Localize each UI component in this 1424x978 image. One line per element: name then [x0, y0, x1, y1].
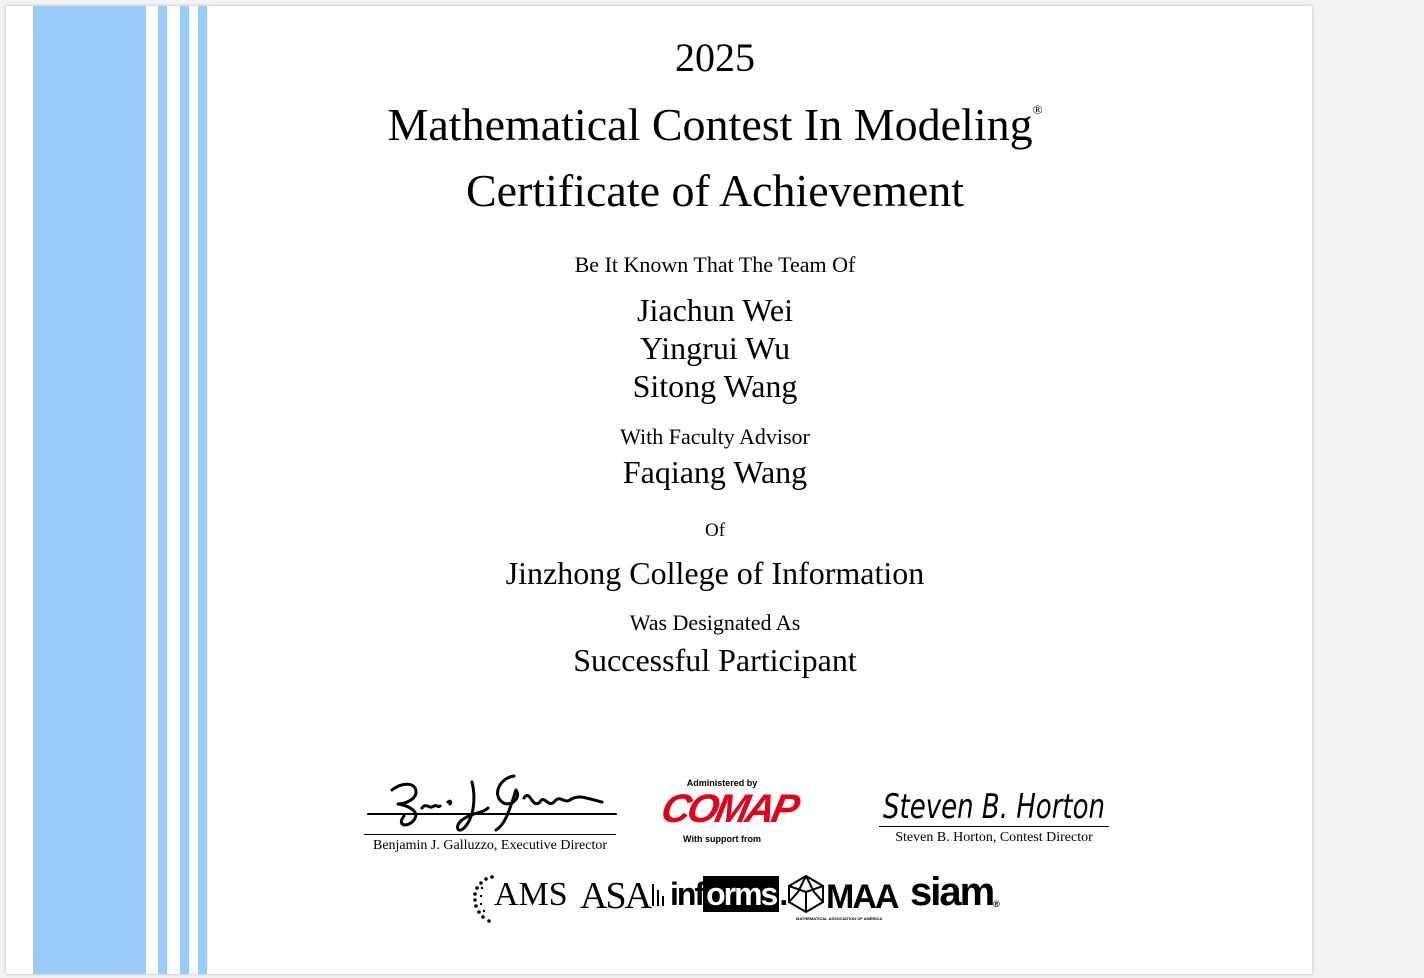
- maa-text: MAA: [826, 878, 898, 916]
- sponsor-logos: [472, 870, 1012, 922]
- asa-bars-icon: [650, 878, 664, 908]
- ams-text: AMS: [494, 876, 568, 913]
- informs-text-box: orms: [703, 876, 779, 912]
- of-label: Of: [704, 520, 726, 541]
- team-label: Be It Known That The Team Of: [574, 252, 856, 277]
- maa-icosahedron-icon: [786, 874, 826, 914]
- siam-text: siam: [910, 870, 994, 914]
- signature-line: [364, 834, 616, 835]
- certificate-title: Certificate of Achievement: [465, 165, 965, 216]
- advisor-label: With Faculty Advisor: [620, 424, 810, 449]
- maa-subtitle: MATHEMATICAL ASSOCIATION OF AMERICA: [796, 916, 883, 921]
- award-title: Successful Participant: [573, 642, 857, 678]
- team-member: Jiachun Wei: [637, 292, 793, 328]
- contest-name: [6, 98, 1424, 151]
- comap-administrator-block: [657, 778, 801, 844]
- asa-logo: [580, 874, 664, 918]
- contest-director-signature: [879, 776, 1109, 826]
- certificate-page: [6, 6, 1312, 974]
- team-member: Yingrui Wu: [639, 330, 791, 366]
- executive-director-caption: Benjamin J. Galluzzo, Executive Director: [372, 838, 608, 853]
- informs-text-prefix: inf: [670, 876, 704, 912]
- certificate-year: 2025: [675, 35, 755, 80]
- maa-logo: [786, 874, 898, 921]
- executive-director-signature-block: [364, 768, 616, 854]
- siam-logo: [910, 870, 998, 915]
- informs-dot: .: [779, 876, 787, 912]
- designated-label: Was Designated As: [629, 610, 801, 635]
- registered-mark: ®: [1032, 102, 1043, 117]
- contest-director-signature-block: [879, 776, 1109, 846]
- advisor-name: Faqiang Wang: [622, 454, 808, 490]
- team-member: Sitong Wang: [632, 368, 798, 404]
- siam-registered-mark: ®: [993, 899, 998, 909]
- informs-logo: [670, 876, 786, 913]
- ams-dots-icon: [472, 874, 496, 924]
- support-label: With support from: [683, 834, 761, 844]
- administered-by-label: Administered by: [686, 778, 758, 788]
- asa-text: ASA: [580, 875, 651, 917]
- contest-name-text: Mathematical Contest In Modeling: [387, 99, 1033, 150]
- comap-logo: COMAP: [657, 787, 801, 831]
- contest-director-signature-text: Steven B. Horton: [883, 787, 1105, 827]
- executive-director-signature: [364, 768, 616, 834]
- contest-director-caption: Steven B. Horton, Contest Director: [895, 830, 1093, 845]
- institution-name: Jinzhong College of Information: [505, 555, 925, 591]
